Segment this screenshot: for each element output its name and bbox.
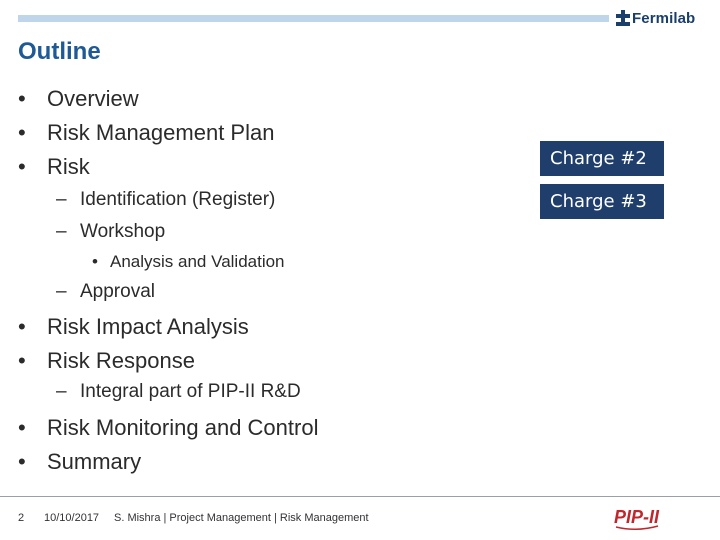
sub-bullet-text: Identification (Register): [80, 189, 276, 210]
bullet-item: [18, 120, 274, 146]
bullet-text: Summary: [47, 449, 142, 474]
bullet-text: Risk Impact Analysis: [47, 314, 249, 339]
bullet-text: Risk Response: [47, 348, 195, 373]
bullet-item: [18, 86, 139, 112]
sub-bullet-item: [56, 189, 275, 211]
footer-text: S. Mishra | Project Management | Risk Management: [114, 512, 369, 524]
fermilab-logo: [616, 8, 695, 28]
charge-3-label: Charge #3: [540, 184, 664, 219]
bullet-mark: •: [18, 449, 26, 474]
footer-date: 10/10/2017: [44, 512, 100, 524]
bullet-mark: •: [18, 314, 26, 339]
sub-bullet-text: Integral part of PIP-II R&D: [80, 381, 301, 402]
footer-divider: [0, 496, 720, 497]
fermilab-logo-text: Fermilab: [632, 9, 696, 27]
slide-title: Outline: [18, 38, 101, 65]
dash-mark: –: [56, 281, 67, 302]
sub-bullet-item: [56, 281, 155, 303]
fermilab-icon: [616, 10, 630, 26]
sub-sub-bullet-text: Analysis and Validation: [110, 252, 285, 271]
bullet-item: [18, 154, 90, 180]
pip-ii-logo: [612, 502, 662, 532]
sub-bullet-text: Approval: [80, 281, 155, 302]
header-bar: [18, 15, 609, 22]
dash-mark: –: [56, 221, 67, 242]
bullet-item: [18, 449, 141, 475]
sub-sub-bullet-item: [92, 252, 285, 272]
bullet-mark: •: [18, 415, 26, 440]
sub-bullet-text: Workshop: [80, 221, 166, 242]
bullet-text: Overview: [47, 86, 139, 111]
bullet-item: [18, 314, 249, 340]
page-number: 2: [18, 512, 25, 524]
bullet-item: [18, 348, 195, 374]
bullet-mark: •: [18, 154, 26, 179]
dash-mark: –: [56, 189, 67, 210]
bullet-text: Risk Management Plan: [47, 120, 275, 145]
bullet-text: Risk Monitoring and Control: [47, 415, 319, 440]
dash-mark: –: [56, 381, 67, 402]
bullet-mark: •: [18, 86, 26, 111]
pip-ii-logo-text: PIP-II: [614, 507, 660, 527]
bullet-mark: •: [18, 120, 26, 145]
bullet-text: Risk: [47, 154, 90, 179]
sub-bullet-item: [56, 381, 301, 403]
charge-2-label: Charge #2: [540, 141, 664, 176]
bullet-mark: •: [92, 252, 98, 271]
sub-bullet-item: [56, 221, 165, 243]
bullet-mark: •: [18, 348, 26, 373]
bullet-item: [18, 415, 318, 441]
